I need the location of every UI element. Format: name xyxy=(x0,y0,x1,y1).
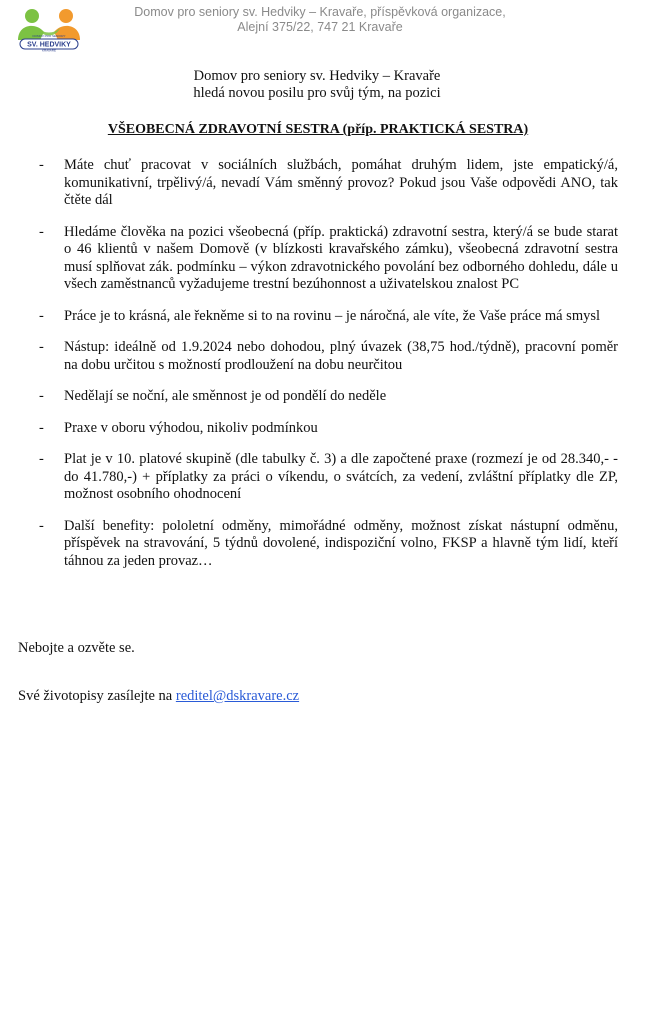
list-item xyxy=(0,157,618,210)
intro-line-2: hledá novou posilu pro svůj tým, na pozici xyxy=(193,85,441,101)
list-item-text: Nástup: ideálně od 1.9.2024 nebo dohodou, plný úvazek (38,75 hod./týdně), pracovní poměr na dobu určitou s možností prodloužení na dobu neurčitou xyxy=(64,339,618,373)
dash-bullet: - xyxy=(39,419,44,436)
dash-bullet: - xyxy=(39,451,44,467)
email-link[interactable]: reditel@dskravare.cz xyxy=(175,688,300,704)
job-details-list xyxy=(0,157,657,584)
logo-graphic xyxy=(14,6,84,52)
letterhead xyxy=(100,5,540,35)
list-item xyxy=(0,388,618,406)
dash-bullet: - xyxy=(39,388,44,404)
list-item xyxy=(0,451,618,504)
dash-bullet: - xyxy=(39,223,44,240)
list-item xyxy=(0,224,618,294)
dash-bullet: - xyxy=(39,517,44,534)
dash-bullet: - xyxy=(39,157,44,173)
svg-text:DOMOV PRO SENIORY: DOMOV PRO SENIORY xyxy=(32,34,66,38)
list-item xyxy=(0,308,618,326)
dash-bullet: - xyxy=(39,339,44,355)
list-item xyxy=(0,420,618,438)
list-item-text: Praxe v oboru výhodou, nikoliv podmínkou xyxy=(64,419,318,436)
list-item xyxy=(0,518,618,571)
dash-bullet: - xyxy=(39,307,44,324)
cv-prefix: Své životopisy zasílejte na xyxy=(18,688,176,704)
organization-logo xyxy=(14,6,84,52)
list-item xyxy=(0,339,618,374)
cv-instructions xyxy=(18,688,299,705)
svg-text:KRAVAŘE: KRAVAŘE xyxy=(42,48,56,52)
intro xyxy=(0,68,634,102)
list-item-text: Další benefity: pololetní odměny, mimořádné odměny, možnost získat nástupní odměnu, příspěvek na stravování, 5 týdnů dovolené, indispoziční volno, FKSP a hlavně tým lidí, kteří táhnou za jeden provaz… xyxy=(64,517,618,569)
list-item-text: Plat je v 10. platové skupině (dle tabulky č. 3) a dle započtené praxe (rozmezí je od 28.340,- - do 41.780,-) + příplatky za práci o víkendu, o svátcích, za vedení, zvláštní příplatky dle ZP, možnost osobního ohodnocení xyxy=(64,451,618,502)
letterhead-line-1: Domov pro seniory sv. Hedviky – Kravaře, příspěvková organizace, xyxy=(134,5,506,19)
letterhead-line-2: Alejní 375/22, 747 21 Kravaře xyxy=(237,20,403,34)
svg-text:SV. HEDVIKY: SV. HEDVIKY xyxy=(27,41,71,49)
list-item-text: Hledáme člověka na pozici všeobecná (příp. praktická) zdravotní sestra, který/á se bude starat o 46 klientů v našem Domově (v blízkosti kravařského zámku), všeobecná zdravotní sestra musí splňovat zák. podmínku – výkon zdravotnického povolání bez odborného dohledu, dále u všech zaměstnanců vyžadujeme trestní bezúhonnost a uživatelskou znalost PC xyxy=(64,223,618,292)
list-item-text: Máte chuť pracovat v sociálních službách, pomáhat druhým lidem, jste empatický/á, komunikativní, trpělivý/á, nevadí Vám směnný provoz? Pokud jsou Vaše odpovědi ANO, tak čtěte dál xyxy=(64,157,618,208)
intro-line-1: Domov pro seniory sv. Hedviky – Kravaře xyxy=(193,68,441,84)
list-item-text: Nedělají se noční, ale směnnost je od pondělí do neděle xyxy=(64,388,387,404)
closing-line: Nebojte a ozvěte se. xyxy=(18,640,135,656)
job-title: VŠEOBECNÁ ZDRAVOTNÍ SESTRA (příp. PRAKTICKÁ SESTRA) xyxy=(107,122,529,137)
list-item-text: Práce je to krásná, ale řekněme si to na rovinu – je náročná, ale víte, že Vaše práce má smysl xyxy=(64,307,601,324)
